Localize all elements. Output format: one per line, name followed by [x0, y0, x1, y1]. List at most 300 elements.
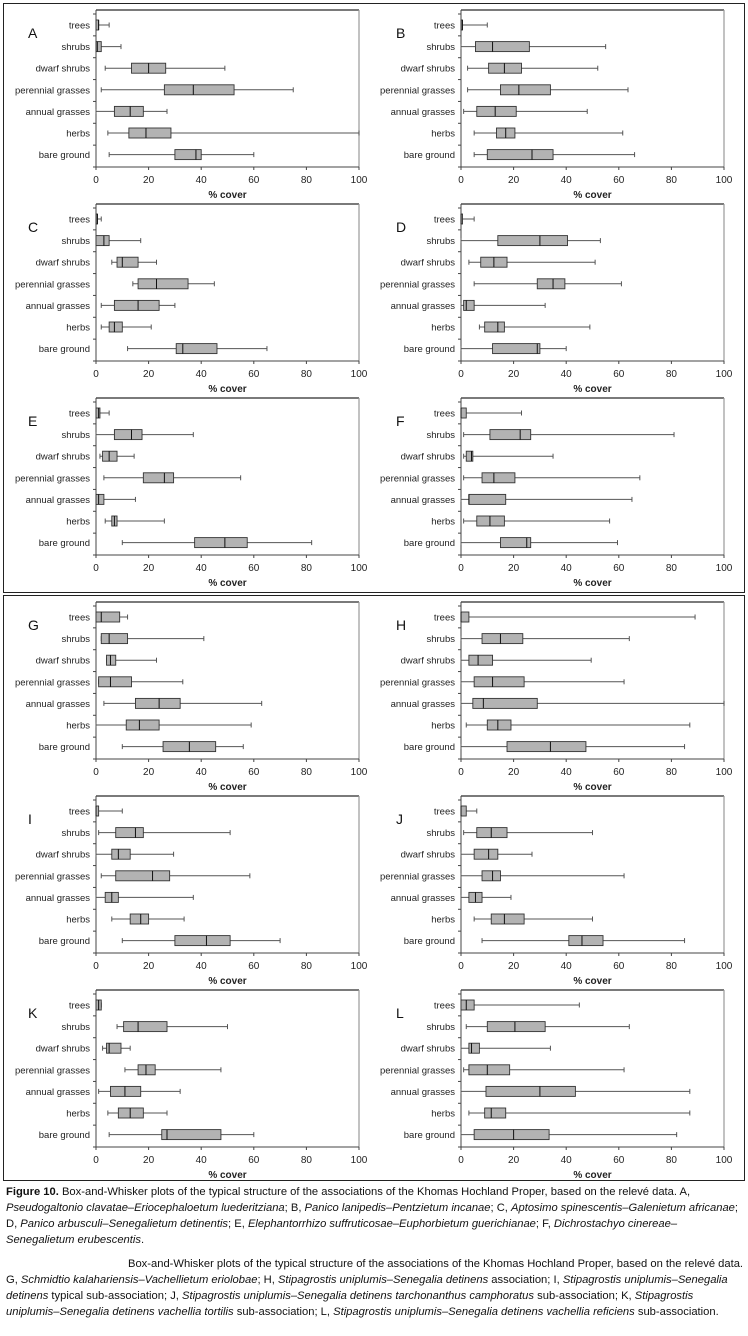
panel-letter: F	[396, 413, 405, 429]
x-tick-label: 0	[93, 369, 99, 380]
category-label: bare ground	[403, 344, 455, 356]
caption-segment: Aptosimo spinescentis–Galenietum africanae	[511, 1202, 735, 1214]
x-tick-label: 60	[248, 563, 260, 574]
x-tick-label: 100	[350, 767, 368, 778]
caption-segment: sub-association; L,	[233, 1306, 334, 1318]
figure-caption-2	[6, 1256, 744, 1320]
panel-letter: A	[28, 25, 38, 41]
x-tick-label: 20	[508, 563, 520, 574]
box-iqr	[475, 42, 529, 52]
x-tick-label: 20	[143, 369, 155, 380]
panel-letter: I	[28, 811, 32, 827]
x-tick-label: 40	[560, 369, 572, 380]
box-iqr	[129, 128, 171, 138]
x-tick-label: 80	[300, 1155, 312, 1166]
category-label: perennial grasses	[15, 85, 90, 97]
category-label: shrubs	[426, 634, 455, 646]
category-label: annual grasses	[25, 494, 90, 506]
caption-segment: sub-association; K,	[534, 1290, 635, 1302]
caption-segment: Pseudogaltonio clavatae–Eriocephaloetum luederitziana	[6, 1202, 285, 1214]
caption-segment: typical sub-association; J,	[48, 1290, 182, 1302]
category-label: shrubs	[61, 430, 90, 442]
category-label: trees	[433, 408, 455, 420]
panel-a	[4, 4, 370, 201]
box-iqr	[461, 612, 469, 622]
x-tick-label: 40	[560, 767, 572, 778]
category-label: trees	[68, 1000, 90, 1012]
box-iqr	[500, 85, 550, 95]
category-label: trees	[68, 806, 90, 818]
x-axis-label: % cover	[573, 190, 612, 201]
x-tick-label: 40	[560, 563, 572, 574]
x-tick-label: 100	[715, 369, 733, 380]
x-tick-label: 60	[248, 175, 260, 186]
box-iqr	[461, 408, 466, 418]
panel-f	[372, 392, 738, 589]
panel-letter: G	[28, 617, 39, 633]
box-iqr	[116, 871, 170, 881]
box-iqr	[469, 655, 493, 665]
category-label: herbs	[66, 128, 90, 140]
category-label: herbs	[431, 720, 455, 732]
category-label: shrubs	[426, 430, 455, 442]
figure-caption-1	[6, 1184, 744, 1248]
box-iqr	[464, 300, 475, 310]
x-tick-label: 0	[458, 369, 464, 380]
category-label: dwarf shrubs	[400, 655, 455, 667]
x-tick-label: 100	[350, 563, 368, 574]
box-iqr	[469, 1065, 510, 1075]
panel-k	[4, 984, 370, 1181]
box-iqr	[138, 1065, 155, 1075]
category-label: trees	[68, 20, 90, 32]
category-label: shrubs	[426, 42, 455, 54]
box-plot-g	[4, 596, 370, 794]
x-tick-label: 60	[613, 961, 625, 972]
box-iqr	[569, 936, 603, 946]
x-tick-label: 80	[665, 961, 677, 972]
x-tick-label: 40	[195, 767, 207, 778]
x-axis-label: % cover	[573, 782, 612, 793]
category-label: herbs	[431, 516, 455, 528]
category-label: herbs	[66, 914, 90, 926]
panel-letter: E	[28, 413, 38, 429]
x-axis-label: % cover	[208, 578, 247, 589]
category-label: annual grasses	[25, 698, 90, 710]
x-tick-label: 100	[715, 961, 733, 972]
category-label: dwarf shrubs	[35, 1043, 90, 1055]
x-tick-label: 0	[458, 563, 464, 574]
box-iqr	[114, 106, 143, 116]
x-axis-label: % cover	[573, 384, 612, 395]
category-label: trees	[68, 612, 90, 624]
panel-d	[372, 198, 738, 395]
box-iqr	[103, 451, 117, 461]
x-tick-label: 60	[613, 767, 625, 778]
category-label: dwarf shrubs	[400, 451, 455, 463]
x-tick-label: 60	[248, 961, 260, 972]
box-iqr	[118, 1108, 143, 1118]
box-iqr	[124, 1022, 167, 1032]
category-label: herbs	[431, 1108, 455, 1120]
category-label: annual grasses	[390, 300, 455, 312]
category-label: bare ground	[403, 150, 455, 162]
x-tick-label: 80	[300, 175, 312, 186]
x-tick-label: 20	[143, 563, 155, 574]
x-tick-label: 60	[248, 1155, 260, 1166]
caption-segment: Figure 10.	[6, 1186, 59, 1198]
box-iqr	[96, 236, 109, 246]
x-tick-label: 20	[143, 1155, 155, 1166]
category-label: trees	[433, 214, 455, 226]
category-label: herbs	[431, 914, 455, 926]
category-label: herbs	[66, 720, 90, 732]
box-plot-d	[372, 198, 738, 396]
box-iqr	[96, 612, 120, 622]
x-tick-label: 40	[560, 1155, 572, 1166]
box-iqr	[101, 634, 127, 644]
box-iqr	[469, 494, 506, 504]
category-label: trees	[433, 806, 455, 818]
x-axis-label: % cover	[573, 976, 612, 987]
box-iqr	[99, 677, 132, 687]
box-iqr	[482, 871, 500, 881]
x-tick-label: 40	[560, 175, 572, 186]
x-axis-label: % cover	[573, 578, 612, 589]
category-label: trees	[68, 408, 90, 420]
panel-l	[372, 984, 738, 1181]
category-label: bare ground	[38, 1130, 90, 1142]
box-iqr	[482, 634, 523, 644]
category-label: dwarf shrubs	[35, 257, 90, 269]
x-tick-label: 0	[93, 767, 99, 778]
caption-segment: Panico lanipedis–Pentzietum incanae	[304, 1202, 491, 1214]
panel-letter: B	[396, 25, 406, 41]
box-iqr	[489, 63, 522, 73]
panel-letter: C	[28, 219, 39, 235]
category-label: annual grasses	[25, 892, 90, 904]
x-tick-label: 80	[300, 369, 312, 380]
panel-letter: K	[28, 1005, 38, 1021]
caption-segment: Box-and-Whisker plots of the typical structure of the associations of the Khomas Hochland Proper, based on the relevé data. A,	[58, 1186, 691, 1198]
category-label: trees	[433, 612, 455, 624]
x-tick-label: 100	[715, 563, 733, 574]
category-label: perennial grasses	[380, 1065, 455, 1077]
category-label: annual grasses	[390, 106, 455, 118]
x-axis-label: % cover	[208, 1170, 247, 1181]
box-iqr	[537, 279, 565, 289]
category-label: bare ground	[403, 936, 455, 948]
caption-segment: ; E,	[228, 1218, 248, 1230]
box-iqr	[500, 538, 530, 548]
x-tick-label: 20	[143, 767, 155, 778]
box-plot-j	[372, 790, 738, 988]
x-tick-label: 0	[458, 767, 464, 778]
caption-segment: Elephantorrhizo suffruticosae–Euphorbietum guerichianae	[247, 1218, 536, 1230]
panel-h	[372, 596, 738, 793]
box-iqr	[461, 1000, 474, 1010]
category-label: perennial grasses	[380, 473, 455, 485]
box-iqr	[195, 538, 248, 548]
x-tick-label: 20	[143, 175, 155, 186]
panel-letter: J	[396, 811, 403, 827]
x-axis-label: % cover	[208, 782, 247, 793]
box-plot-l	[372, 984, 738, 1182]
category-label: annual grasses	[25, 1086, 90, 1098]
category-label: perennial grasses	[15, 677, 90, 689]
category-label: perennial grasses	[15, 473, 90, 485]
x-tick-label: 0	[458, 175, 464, 186]
category-label: bare ground	[38, 742, 90, 754]
category-label: shrubs	[61, 1022, 90, 1034]
category-label: perennial grasses	[380, 871, 455, 883]
category-label: shrubs	[426, 828, 455, 840]
panel-letter: D	[396, 219, 407, 235]
category-label: dwarf shrubs	[400, 63, 455, 75]
category-label: annual grasses	[390, 892, 455, 904]
category-label: perennial grasses	[380, 279, 455, 291]
caption-segment: Dichrostachyo cinereae–Senegalietum erubescentis	[6, 1218, 678, 1246]
category-label: shrubs	[61, 236, 90, 248]
box-iqr	[96, 42, 101, 52]
category-label: shrubs	[426, 1022, 455, 1034]
category-label: perennial grasses	[15, 871, 90, 883]
box-iqr	[164, 85, 234, 95]
caption-segment: .	[140, 1234, 145, 1246]
x-tick-label: 80	[665, 175, 677, 186]
x-tick-label: 20	[508, 767, 520, 778]
x-tick-label: 0	[458, 961, 464, 972]
category-label: herbs	[66, 516, 90, 528]
box-iqr	[474, 849, 498, 859]
category-label: perennial grasses	[15, 1065, 90, 1077]
box-iqr	[487, 150, 553, 160]
box-plot-c	[4, 198, 370, 396]
box-plot-i	[4, 790, 370, 988]
x-tick-label: 0	[93, 961, 99, 972]
caption-segment: Panico arbusculi–Senegalietum detinentis	[20, 1218, 229, 1230]
category-label: annual grasses	[390, 1086, 455, 1098]
box-plot-f	[372, 392, 738, 590]
category-label: dwarf shrubs	[400, 1043, 455, 1055]
box-plot-h	[372, 596, 738, 794]
box-iqr	[461, 806, 466, 816]
box-iqr	[498, 236, 568, 246]
box-iqr	[507, 742, 586, 752]
x-tick-label: 40	[195, 563, 207, 574]
category-label: dwarf shrubs	[400, 849, 455, 861]
x-tick-label: 100	[715, 1155, 733, 1166]
x-axis-label: % cover	[573, 1170, 612, 1181]
x-tick-label: 0	[458, 1155, 464, 1166]
x-axis-label: % cover	[208, 384, 247, 395]
category-label: shrubs	[426, 236, 455, 248]
caption-segment: ; H,	[257, 1274, 278, 1286]
x-axis-label: % cover	[208, 190, 247, 201]
category-label: herbs	[431, 322, 455, 334]
box-iqr	[135, 698, 180, 708]
category-label: bare ground	[38, 150, 90, 162]
category-label: perennial grasses	[15, 279, 90, 291]
box-iqr	[487, 1022, 545, 1032]
x-tick-label: 60	[613, 563, 625, 574]
box-iqr	[96, 494, 104, 504]
panel-i	[4, 790, 370, 987]
category-label: bare ground	[403, 538, 455, 550]
x-tick-label: 100	[350, 961, 368, 972]
box-iqr	[485, 322, 505, 332]
x-tick-label: 80	[665, 369, 677, 380]
category-label: trees	[433, 1000, 455, 1012]
x-axis-label: % cover	[208, 976, 247, 987]
caption-segment: Schmidtio kalahariensis–Vachellietum eriolobae	[20, 1274, 258, 1286]
box-iqr	[107, 655, 116, 665]
category-label: bare ground	[38, 936, 90, 948]
category-label: bare ground	[403, 742, 455, 754]
category-label: herbs	[431, 128, 455, 140]
x-tick-label: 20	[508, 961, 520, 972]
x-tick-label: 0	[93, 175, 99, 186]
box-iqr	[110, 1086, 140, 1096]
category-label: annual grasses	[25, 106, 90, 118]
category-label: bare ground	[403, 1130, 455, 1142]
category-label: dwarf shrubs	[35, 849, 90, 861]
box-plot-a	[4, 4, 370, 202]
category-label: shrubs	[61, 634, 90, 646]
box-iqr	[493, 344, 540, 354]
x-tick-label: 80	[665, 767, 677, 778]
box-iqr	[109, 322, 122, 332]
x-tick-label: 0	[93, 1155, 99, 1166]
box-iqr	[482, 473, 515, 483]
category-label: perennial grasses	[380, 85, 455, 97]
x-tick-label: 80	[665, 1155, 677, 1166]
caption-segment: ; D,	[6, 1202, 739, 1230]
panel-j	[372, 790, 738, 987]
x-tick-label: 20	[143, 961, 155, 972]
box-iqr	[474, 677, 524, 687]
x-tick-label: 80	[300, 961, 312, 972]
box-iqr	[477, 516, 505, 526]
x-tick-label: 20	[508, 175, 520, 186]
caption-segment: Box-and-Whisker plots of the typical structure of the associations of the Khomas Hochland Proper, based on the relevé data. G,	[6, 1258, 744, 1286]
x-tick-label: 60	[613, 175, 625, 186]
box-iqr	[117, 257, 138, 267]
x-tick-label: 60	[248, 369, 260, 380]
box-iqr	[175, 150, 201, 160]
category-label: trees	[68, 214, 90, 226]
panel-b	[372, 4, 738, 201]
caption-segment: Stipagrostis uniplumis–Senegalia detinens vachellia reficiens	[333, 1306, 635, 1318]
box-iqr	[473, 698, 537, 708]
box-plot-b	[372, 4, 738, 202]
x-tick-label: 60	[248, 767, 260, 778]
caption-segment: Stipagrostis uniplumis–Senegalia detinens tarchonanthus camphoratus	[182, 1290, 535, 1302]
x-tick-label: 60	[613, 1155, 625, 1166]
caption-segment: Stipagrostis uniplumis–Senegalia detinens	[6, 1274, 728, 1302]
box-iqr	[96, 408, 100, 418]
box-iqr	[114, 430, 142, 440]
category-label: annual grasses	[25, 300, 90, 312]
category-label: shrubs	[61, 42, 90, 54]
caption-segment: association; I,	[488, 1274, 563, 1286]
x-tick-label: 100	[350, 369, 368, 380]
caption-segment: sub-association.	[634, 1306, 719, 1318]
category-label: perennial grasses	[380, 677, 455, 689]
box-iqr	[175, 936, 230, 946]
category-label: dwarf shrubs	[35, 63, 90, 75]
box-iqr	[130, 914, 148, 924]
panel-c	[4, 198, 370, 395]
category-label: bare ground	[38, 538, 90, 550]
box-iqr	[474, 1130, 549, 1140]
category-label: dwarf shrubs	[35, 655, 90, 667]
box-iqr	[485, 1108, 506, 1118]
box-iqr	[112, 849, 130, 859]
box-iqr	[138, 279, 188, 289]
x-tick-label: 100	[715, 175, 733, 186]
x-tick-label: 80	[300, 767, 312, 778]
x-tick-label: 0	[93, 563, 99, 574]
caption-segment: ; C,	[490, 1202, 512, 1214]
category-label: shrubs	[61, 828, 90, 840]
category-label: annual grasses	[390, 494, 455, 506]
box-iqr	[490, 430, 531, 440]
box-iqr	[114, 300, 159, 310]
category-label: annual grasses	[390, 698, 455, 710]
box-plot-e	[4, 392, 370, 590]
category-label: bare ground	[38, 344, 90, 356]
box-iqr	[162, 1130, 221, 1140]
x-tick-label: 40	[195, 175, 207, 186]
box-iqr	[477, 828, 507, 838]
x-tick-label: 20	[508, 1155, 520, 1166]
box-iqr	[491, 914, 524, 924]
box-iqr	[486, 1086, 575, 1096]
caption-segment: Stipagrostis uniplumis–Senegalia detinens	[277, 1274, 489, 1286]
box-iqr	[477, 106, 516, 116]
category-label: herbs	[66, 322, 90, 334]
x-tick-label: 40	[560, 961, 572, 972]
x-tick-label: 100	[350, 1155, 368, 1166]
box-iqr	[469, 1043, 480, 1053]
box-iqr	[116, 828, 144, 838]
panel-letter: H	[396, 617, 407, 633]
x-tick-label: 80	[665, 563, 677, 574]
x-tick-label: 100	[715, 767, 733, 778]
x-tick-label: 80	[300, 563, 312, 574]
box-iqr	[126, 720, 159, 730]
panel-letter: L	[396, 1005, 404, 1021]
caption-segment: Stipagrostis uniplumis–Senegalia detinens vachellia tortilis	[6, 1290, 694, 1318]
caption-segment: ; B,	[284, 1202, 305, 1214]
category-label: dwarf shrubs	[400, 257, 455, 269]
category-label: trees	[433, 20, 455, 32]
x-tick-label: 40	[195, 369, 207, 380]
category-label: herbs	[66, 1108, 90, 1120]
x-tick-label: 100	[350, 175, 368, 186]
category-label: dwarf shrubs	[35, 451, 90, 463]
box-iqr	[143, 473, 173, 483]
caption-segment: ; F,	[535, 1218, 554, 1230]
x-tick-label: 40	[195, 1155, 207, 1166]
panel-g	[4, 596, 370, 793]
x-tick-label: 40	[195, 961, 207, 972]
x-tick-label: 60	[613, 369, 625, 380]
box-plot-k	[4, 984, 370, 1182]
panel-e	[4, 392, 370, 589]
x-tick-label: 20	[508, 369, 520, 380]
